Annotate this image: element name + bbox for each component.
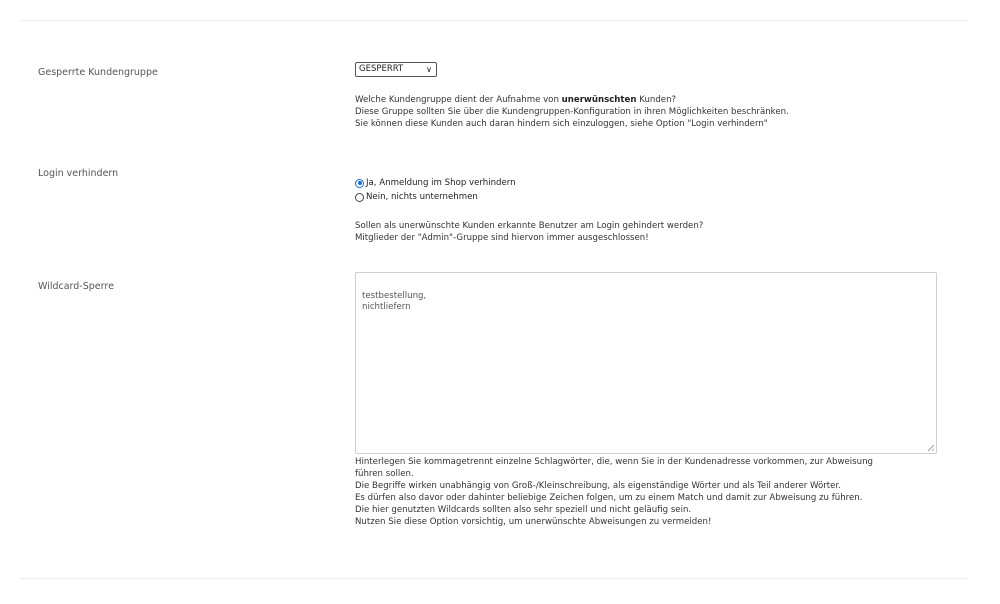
customer-group-help-line-3: Sie können diese Kunden auch daran hindern sich einzuloggen, siehe Option "Login verhindern" [355,119,768,129]
wildcard-help-line-3: Die Begriffe wirken unabhängig von Groß-/Kleinschreibung, als eigenständige Wörter und als Teil anderer Wörter. [355,481,841,491]
wildcard-help-line-6: Nutzen Sie diese Option vorsichtig, um unerwünschte Abweisungen zu vermeiden! [355,517,712,527]
login-verhindern-label: Login verhindern [38,168,119,179]
customer-group-help-line-1: Welche Kundengruppe dient der Aufnahme von unerwünschten Kunden? [355,95,677,105]
top-divider [20,20,968,21]
customer-group-select[interactable] [355,62,437,77]
chevron-down-icon: ∨ [426,65,432,74]
login-help-line-1: Sollen als unerwünschte Kunden erkannte Benutzer am Login gehindert werden? [355,221,704,231]
radio-button-no[interactable] [355,193,364,202]
bottom-divider [20,578,968,579]
wildcard-help-line-4: Es dürfen also davor oder dahinter beliebige Zeichen folgen, um zu einem Match und damit zur Abweisung zu führen. [355,493,863,503]
login-help-line-2: Mitglieder der "Admin"-Gruppe sind hiervon immer ausgeschlossen! [355,233,649,243]
customer-group-select-value: GESPERRT [359,64,404,74]
radio-label-no: Nein, nichts unternehmen [366,192,478,202]
wildcard-textarea-value: testbestellung, nichtliefern [362,291,427,312]
radio-button-yes[interactable] [355,179,364,188]
resize-grip-icon[interactable] [928,445,934,451]
wildcard-help-line-1: Hinterlegen Sie kommagetrennt einzelne Schlagwörter, die, wenn Sie in der Kundenadresse vorkommen, zur Abweisung [355,457,874,467]
gesperrte-kundengruppe-label: Gesperrte Kundengruppe [38,67,158,78]
radio-option-yes[interactable] [355,178,516,188]
wildcard-help-line-5: Die hier genutzten Wildcards sollten also sehr speziell und nicht geläufig sein. [355,505,692,515]
radio-label-yes: Ja, Anmeldung im Shop verhindern [366,178,516,188]
wildcard-sperre-label: Wildcard-Sperre [38,281,114,292]
wildcard-textarea[interactable] [355,272,937,454]
customer-group-help-line-2: Diese Gruppe sollten Sie über die Kundengruppen-Konfiguration in ihren Möglichkeiten beschränken. [355,107,789,117]
radio-option-no[interactable] [355,192,478,202]
wildcard-help-line-2: führen sollen. [355,469,414,479]
